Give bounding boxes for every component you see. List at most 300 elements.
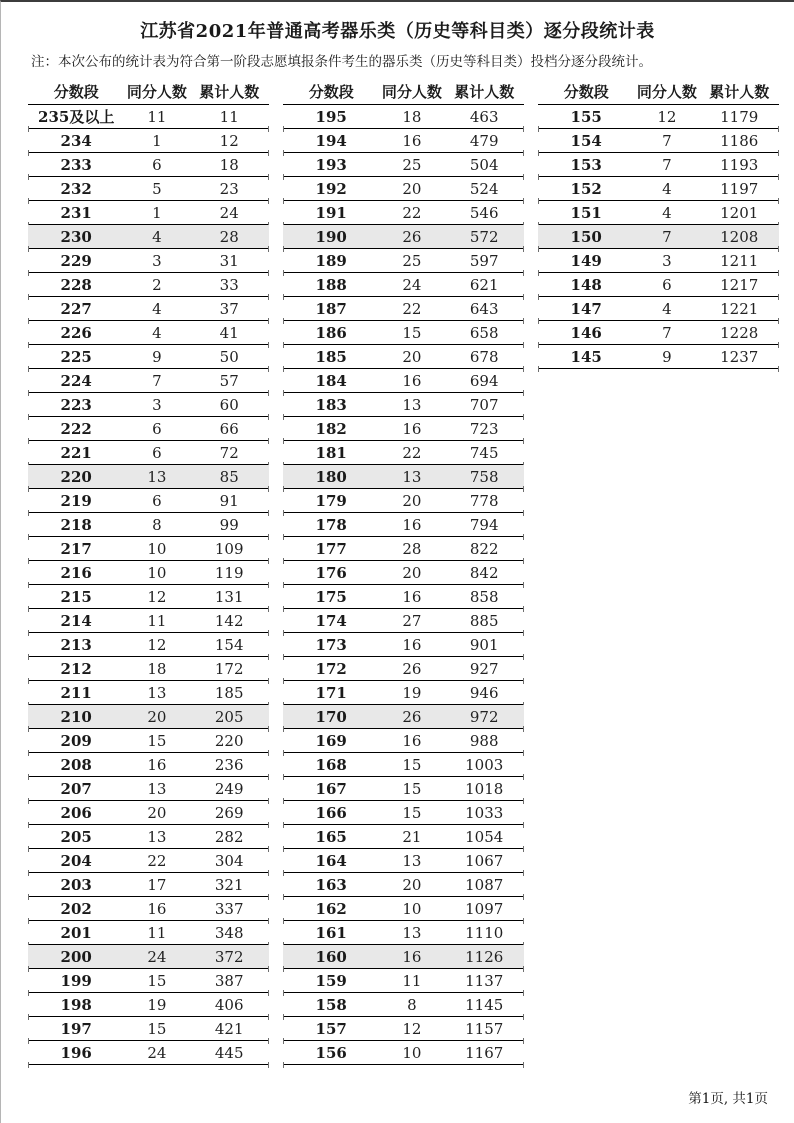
cumulative-cell: 304 (214, 851, 244, 870)
table-row (28, 417, 269, 441)
cumulative-cell: 597 (469, 251, 499, 270)
score-cell: 207 (60, 779, 92, 798)
score-cell: 227 (60, 299, 92, 318)
table-row (283, 1041, 524, 1065)
score-cell: 156 (315, 1043, 347, 1062)
count-cell: 13 (402, 851, 422, 870)
score-table-2 (283, 78, 524, 1065)
score-cell: 233 (60, 155, 92, 174)
count-cell: 24 (402, 275, 422, 294)
page-number: 第1页, 共1页 (688, 1091, 768, 1107)
count-cell: 4 (662, 179, 672, 198)
score-cell: 201 (60, 923, 92, 942)
score-cell: 157 (315, 1019, 347, 1038)
cumulative-cell: 406 (214, 995, 244, 1014)
table-row (28, 321, 269, 345)
score-cell: 172 (315, 659, 347, 678)
count-cell: 25 (402, 251, 422, 270)
table-row (538, 153, 779, 177)
count-cell: 15 (402, 803, 422, 822)
count-cell: 11 (402, 971, 422, 990)
cumulative-cell: 66 (219, 419, 239, 438)
score-cell: 226 (60, 323, 92, 342)
table-row (283, 945, 524, 969)
cumulative-cell: 85 (219, 467, 239, 486)
table-row (283, 489, 524, 513)
score-cell: 152 (570, 179, 602, 198)
table-row (28, 489, 269, 513)
table-row (283, 321, 524, 345)
score-cell: 180 (315, 467, 347, 486)
table-row (28, 753, 269, 777)
score-cell: 197 (60, 1019, 92, 1038)
table-row (28, 1041, 269, 1065)
count-cell: 13 (402, 923, 422, 942)
cumulative-cell: 348 (214, 923, 244, 942)
note-text: 注：本次公布的统计表为符合第一阶段志愿填报条件考生的器乐类（历史等科目类）投档分逐分段统计。 (31, 54, 652, 70)
table-row (283, 393, 524, 417)
table-row (283, 369, 524, 393)
cumulative-cell: 745 (469, 443, 499, 462)
count-cell: 20 (402, 347, 422, 366)
table-row (28, 945, 269, 969)
table-row (283, 921, 524, 945)
cumulative-cell: 50 (219, 347, 239, 366)
table-row (28, 369, 269, 393)
score-cell: 178 (315, 515, 347, 534)
score-cell: 154 (570, 131, 602, 150)
table-body (283, 104, 524, 1065)
cumulative-cell: 758 (469, 467, 499, 486)
cumulative-cell: 927 (469, 659, 499, 678)
count-cell: 22 (147, 851, 167, 870)
count-cell: 16 (402, 635, 422, 654)
cumulative-cell: 1193 (720, 155, 759, 174)
table-row (28, 153, 269, 177)
score-cell: 202 (60, 899, 92, 918)
table-row (283, 993, 524, 1017)
count-cell: 25 (402, 155, 422, 174)
table-row (283, 561, 524, 585)
cumulative-cell: 236 (214, 755, 244, 774)
count-cell: 7 (662, 131, 672, 150)
score-cell: 159 (315, 971, 347, 990)
score-cell: 171 (315, 683, 347, 702)
header-cumulative-cell: 累计人数 (454, 82, 515, 101)
score-cell: 208 (60, 755, 92, 774)
count-cell: 15 (402, 755, 422, 774)
cumulative-cell: 1018 (465, 779, 504, 798)
count-cell: 26 (402, 227, 422, 246)
table-row (538, 249, 779, 273)
table-row (283, 513, 524, 537)
table-row (283, 417, 524, 441)
count-cell: 16 (402, 371, 422, 390)
table-row (538, 105, 779, 129)
cumulative-cell: 387 (214, 971, 244, 990)
count-cell: 26 (402, 707, 422, 726)
table-row (283, 849, 524, 873)
header-score-cell: 分数段 (563, 82, 609, 101)
score-cell: 212 (60, 659, 92, 678)
table-row (283, 273, 524, 297)
count-cell: 10 (402, 1043, 422, 1062)
count-cell: 1 (152, 203, 162, 222)
cumulative-cell: 1126 (465, 947, 504, 966)
cumulative-cell: 142 (214, 611, 244, 630)
table-row (28, 273, 269, 297)
count-cell: 1 (152, 131, 162, 150)
table-row (28, 585, 269, 609)
cumulative-cell: 972 (469, 707, 499, 726)
cumulative-cell: 1003 (465, 755, 504, 774)
table-row (28, 393, 269, 417)
page-title: 江苏省2021年普通高考器乐类（历史等科目类）逐分段统计表 (140, 21, 655, 42)
count-cell: 20 (402, 563, 422, 582)
cumulative-cell: 1110 (465, 923, 504, 942)
table-row (283, 105, 524, 129)
table-row (538, 345, 779, 369)
table-row (538, 321, 779, 345)
score-cell: 148 (570, 275, 602, 294)
cumulative-cell: 220 (214, 731, 244, 750)
count-cell: 16 (402, 587, 422, 606)
score-cell: 166 (315, 803, 347, 822)
cumulative-cell: 572 (469, 227, 499, 246)
score-cell: 160 (315, 947, 347, 966)
count-cell: 11 (147, 611, 167, 630)
count-cell: 2 (152, 275, 162, 294)
score-cell: 220 (60, 467, 92, 486)
cumulative-cell: 1157 (465, 1019, 504, 1038)
cumulative-cell: 858 (469, 587, 499, 606)
count-cell: 7 (662, 155, 672, 174)
score-cell: 191 (315, 203, 347, 222)
table-row (283, 897, 524, 921)
count-cell: 6 (662, 275, 672, 294)
table-row (283, 129, 524, 153)
cumulative-cell: 658 (469, 323, 499, 342)
score-cell: 232 (60, 179, 92, 198)
table-row (283, 441, 524, 465)
cumulative-cell: 885 (469, 611, 499, 630)
cumulative-cell: 1087 (465, 875, 504, 894)
score-cell: 187 (315, 299, 347, 318)
cumulative-cell: 1186 (720, 131, 759, 150)
table-row (28, 729, 269, 753)
cumulative-cell: 1097 (465, 899, 504, 918)
score-cell: 228 (60, 275, 92, 294)
score-cell: 199 (60, 971, 92, 990)
cumulative-cell: 445 (214, 1043, 244, 1062)
score-cell: 215 (60, 587, 92, 606)
cumulative-cell: 269 (214, 803, 244, 822)
table-row (28, 849, 269, 873)
table-row (28, 969, 269, 993)
score-cell: 223 (60, 395, 92, 414)
score-cell: 184 (315, 371, 347, 390)
count-cell: 6 (152, 491, 162, 510)
table-header-row (28, 78, 269, 104)
table-row (283, 777, 524, 801)
count-cell: 16 (402, 419, 422, 438)
table-row (538, 225, 779, 249)
count-cell: 13 (402, 395, 422, 414)
score-cell: 225 (60, 347, 92, 366)
count-cell: 16 (147, 899, 167, 918)
score-cell: 231 (60, 203, 92, 222)
count-cell: 9 (662, 347, 672, 366)
cumulative-cell: 1179 (720, 107, 759, 126)
cumulative-cell: 33 (219, 275, 239, 294)
score-table-3 (538, 78, 779, 369)
table-row (28, 513, 269, 537)
score-cell: 214 (60, 611, 92, 630)
table-row (283, 705, 524, 729)
count-cell: 18 (402, 107, 422, 126)
count-cell: 19 (147, 995, 167, 1014)
score-cell: 211 (60, 683, 92, 702)
score-cell: 210 (60, 707, 92, 726)
count-cell: 17 (147, 875, 167, 894)
table-row (28, 801, 269, 825)
score-cell: 213 (60, 635, 92, 654)
score-cell: 145 (570, 347, 602, 366)
cumulative-cell: 12 (219, 131, 239, 150)
cumulative-cell: 946 (469, 683, 499, 702)
cumulative-cell: 842 (469, 563, 499, 582)
score-cell: 167 (315, 779, 347, 798)
header-score-cell: 分数段 (53, 82, 99, 101)
cumulative-cell: 185 (214, 683, 244, 702)
score-cell: 147 (570, 299, 602, 318)
score-cell: 175 (315, 587, 347, 606)
header-cumulative-cell: 累计人数 (199, 82, 260, 101)
count-cell: 4 (152, 227, 162, 246)
table-row (283, 585, 524, 609)
cumulative-cell: 1208 (720, 227, 759, 246)
table-row (283, 801, 524, 825)
count-cell: 19 (402, 683, 422, 702)
table-row (283, 297, 524, 321)
count-cell: 16 (402, 731, 422, 750)
count-cell: 13 (147, 683, 167, 702)
cumulative-cell: 23 (219, 179, 239, 198)
cumulative-cell: 707 (469, 395, 499, 414)
score-cell: 224 (60, 371, 92, 390)
table-row (28, 129, 269, 153)
count-cell: 12 (147, 635, 167, 654)
count-cell: 5 (152, 179, 162, 198)
score-cell: 186 (315, 323, 347, 342)
score-cell: 216 (60, 563, 92, 582)
table-body (28, 104, 269, 1065)
table-row (28, 897, 269, 921)
table-row (28, 537, 269, 561)
table-row (283, 633, 524, 657)
score-cell: 217 (60, 539, 92, 558)
score-cell: 165 (315, 827, 347, 846)
cumulative-cell: 372 (214, 947, 244, 966)
count-cell: 15 (402, 779, 422, 798)
count-cell: 16 (402, 947, 422, 966)
score-cell: 203 (60, 875, 92, 894)
score-cell: 229 (60, 251, 92, 270)
cumulative-cell: 901 (469, 635, 499, 654)
count-cell: 20 (402, 179, 422, 198)
score-cell: 151 (570, 203, 602, 222)
table-row (28, 993, 269, 1017)
cumulative-cell: 1145 (465, 995, 504, 1014)
score-cell: 150 (570, 227, 602, 246)
count-cell: 9 (152, 347, 162, 366)
score-cell: 192 (315, 179, 347, 198)
cumulative-cell: 1237 (720, 347, 759, 366)
count-cell: 13 (402, 467, 422, 486)
cumulative-cell: 72 (219, 443, 239, 462)
score-cell: 205 (60, 827, 92, 846)
table-row (28, 681, 269, 705)
score-cell: 219 (60, 491, 92, 510)
count-cell: 4 (152, 299, 162, 318)
cumulative-cell: 1137 (465, 971, 504, 990)
count-cell: 4 (662, 203, 672, 222)
count-cell: 12 (147, 587, 167, 606)
score-cell: 149 (570, 251, 602, 270)
cumulative-cell: 1054 (465, 827, 504, 846)
count-cell: 16 (402, 131, 422, 150)
count-cell: 15 (402, 323, 422, 342)
count-cell: 4 (152, 323, 162, 342)
cumulative-cell: 28 (219, 227, 239, 246)
count-cell: 12 (657, 107, 677, 126)
cumulative-cell: 678 (469, 347, 499, 366)
score-cell: 173 (315, 635, 347, 654)
table-row (28, 1017, 269, 1041)
cumulative-cell: 1067 (465, 851, 504, 870)
table-row (28, 105, 269, 129)
cumulative-cell: 524 (469, 179, 499, 198)
cumulative-cell: 794 (469, 515, 499, 534)
cumulative-cell: 91 (219, 491, 239, 510)
cumulative-cell: 24 (219, 203, 239, 222)
cumulative-cell: 119 (214, 563, 244, 582)
count-cell: 27 (402, 611, 422, 630)
score-cell: 181 (315, 443, 347, 462)
table-row (283, 201, 524, 225)
table-row (28, 657, 269, 681)
cumulative-cell: 11 (219, 107, 239, 126)
score-cell: 193 (315, 155, 347, 174)
count-cell: 15 (147, 971, 167, 990)
count-cell: 20 (402, 875, 422, 894)
score-cell: 162 (315, 899, 347, 918)
count-cell: 8 (152, 515, 162, 534)
cumulative-cell: 1228 (720, 323, 759, 342)
table-row (283, 609, 524, 633)
cumulative-cell: 321 (214, 875, 244, 894)
cumulative-cell: 172 (214, 659, 244, 678)
table-header-row (538, 78, 779, 104)
table-row (28, 297, 269, 321)
score-cell: 183 (315, 395, 347, 414)
table-row (283, 1017, 524, 1041)
table-row (283, 465, 524, 489)
header-cumulative-cell: 累计人数 (709, 82, 770, 101)
count-cell: 22 (402, 299, 422, 318)
table-row (283, 729, 524, 753)
score-cell: 234 (60, 131, 92, 150)
table-row (283, 177, 524, 201)
cumulative-cell: 1167 (465, 1043, 504, 1062)
score-cell: 170 (315, 707, 347, 726)
score-cell: 218 (60, 515, 92, 534)
count-cell: 28 (402, 539, 422, 558)
cumulative-cell: 337 (214, 899, 244, 918)
table-row (283, 537, 524, 561)
count-cell: 6 (152, 419, 162, 438)
cumulative-cell: 37 (219, 299, 239, 318)
cumulative-cell: 205 (214, 707, 244, 726)
cumulative-cell: 778 (469, 491, 499, 510)
table-row (28, 825, 269, 849)
table-row (28, 201, 269, 225)
score-cell: 235及以上 (38, 108, 115, 126)
table-row (28, 633, 269, 657)
cumulative-cell: 694 (469, 371, 499, 390)
cumulative-cell: 99 (219, 515, 239, 534)
score-cell: 177 (315, 539, 347, 558)
cumulative-cell: 621 (469, 275, 499, 294)
count-cell: 3 (152, 251, 162, 270)
cumulative-cell: 1197 (720, 179, 759, 198)
table-row (28, 441, 269, 465)
count-cell: 16 (147, 755, 167, 774)
score-cell: 169 (315, 731, 347, 750)
count-cell: 16 (402, 515, 422, 534)
cumulative-cell: 421 (214, 1019, 244, 1038)
count-cell: 7 (152, 371, 162, 390)
table-row (283, 969, 524, 993)
count-cell: 13 (147, 779, 167, 798)
count-cell: 6 (152, 443, 162, 462)
count-cell: 11 (147, 107, 167, 126)
cumulative-cell: 1033 (465, 803, 504, 822)
header-score-cell: 分数段 (308, 82, 354, 101)
count-cell: 13 (147, 827, 167, 846)
header-count-cell: 同分人数 (636, 82, 697, 101)
cumulative-cell: 463 (469, 107, 499, 126)
table-row (538, 177, 779, 201)
table-row (538, 201, 779, 225)
count-cell: 11 (147, 923, 167, 942)
cumulative-cell: 249 (214, 779, 244, 798)
tables (28, 78, 782, 1065)
table-row (538, 273, 779, 297)
cumulative-cell: 1221 (720, 299, 759, 318)
cumulative-cell: 131 (214, 587, 244, 606)
count-cell: 6 (152, 155, 162, 174)
table-row (538, 297, 779, 321)
score-cell: 176 (315, 563, 347, 582)
count-cell: 10 (147, 539, 167, 558)
count-cell: 7 (662, 227, 672, 246)
cumulative-cell: 31 (219, 251, 239, 270)
table-row (28, 561, 269, 585)
table-row (283, 825, 524, 849)
table-row (283, 249, 524, 273)
count-cell: 15 (147, 731, 167, 750)
